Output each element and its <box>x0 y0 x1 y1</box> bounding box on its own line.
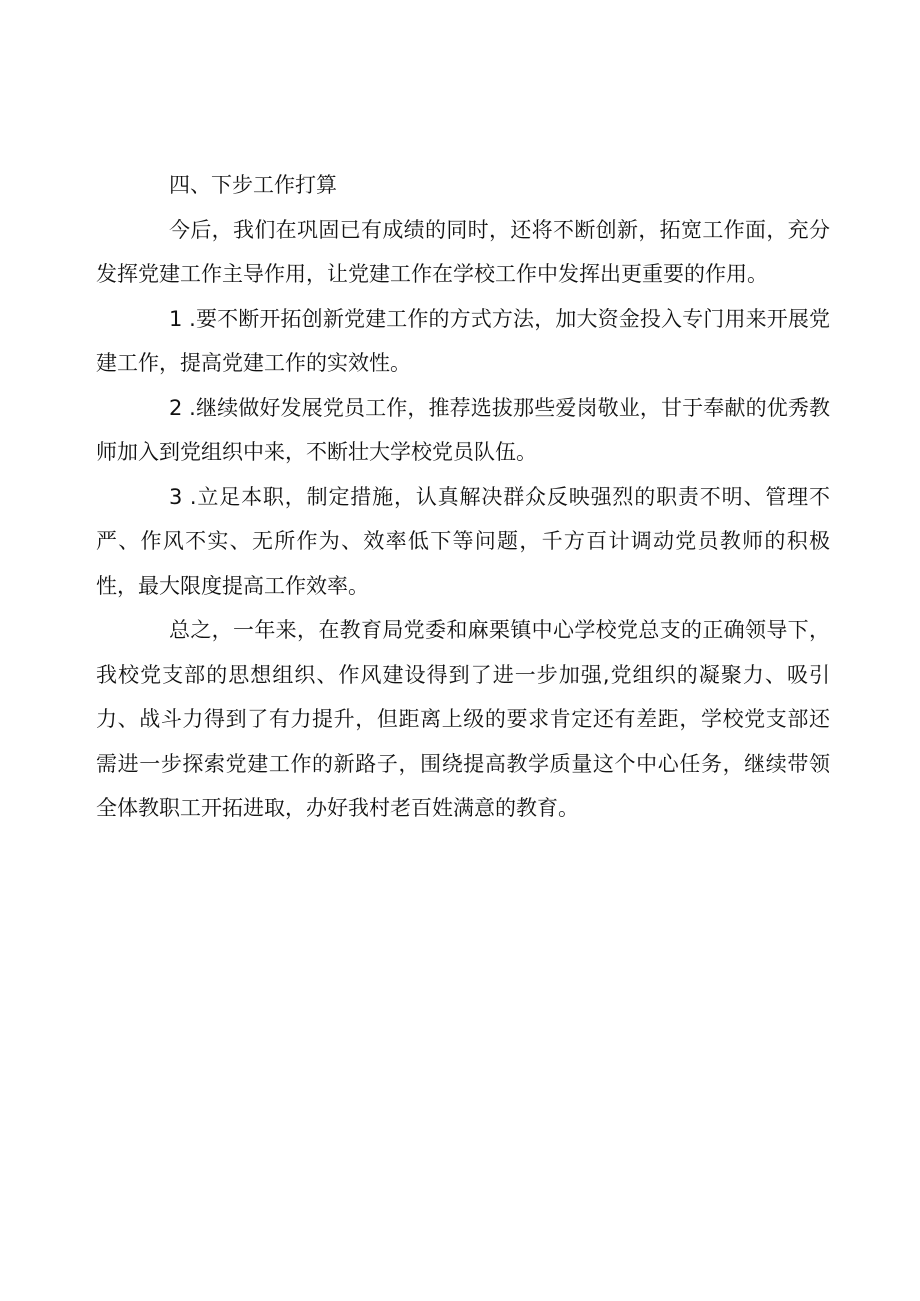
paragraph-item-1: 1 .要不断开拓创新党建工作的方式方法，加大资金投入专门用来开展党建工作，提高党建工作的实效性。 <box>96 306 830 375</box>
section-heading: 四、下步工作打算 <box>169 173 337 197</box>
paragraph-item-2: 2 .继续做好发展党员工作，推荐选拔那些爱岗敬业，甘于奉献的优秀教师加入到党组织中来，不断壮大学校党员队伍。 <box>96 395 830 464</box>
paragraph-item-3: 3 .立足本职，制定措施，认真解决群众反映强烈的职责不明、管理不严、作风不实、无所作为、效率低下等问题，千方百计调动党员教师的积极性，最大限度提高工作效率。 <box>96 484 830 598</box>
paragraph-summary: 总之，一年来，在教育局党委和麻栗镇中心学校党总支的正确领导下，我校党支部的思想组织、作风建设得到了进一步加强,党组织的凝聚力、吸引力、战斗力得到了有力提升，但距离上级的要求肯定还有差距，学校党支部还需进一步探索党建工作的新路子，围绕提高教学质量这个中心任务，继续带领全体教职工开拓进取，办好我村老百姓满意的教育。 <box>96 618 830 820</box>
document-body <box>96 163 830 831</box>
paragraph-intro: 今后，我们在巩固已有成绩的同时，还将不断创新，拓宽工作面，充分发挥党建工作主导作用，让党建工作在学校工作中发挥出更重要的作用。 <box>96 217 830 286</box>
